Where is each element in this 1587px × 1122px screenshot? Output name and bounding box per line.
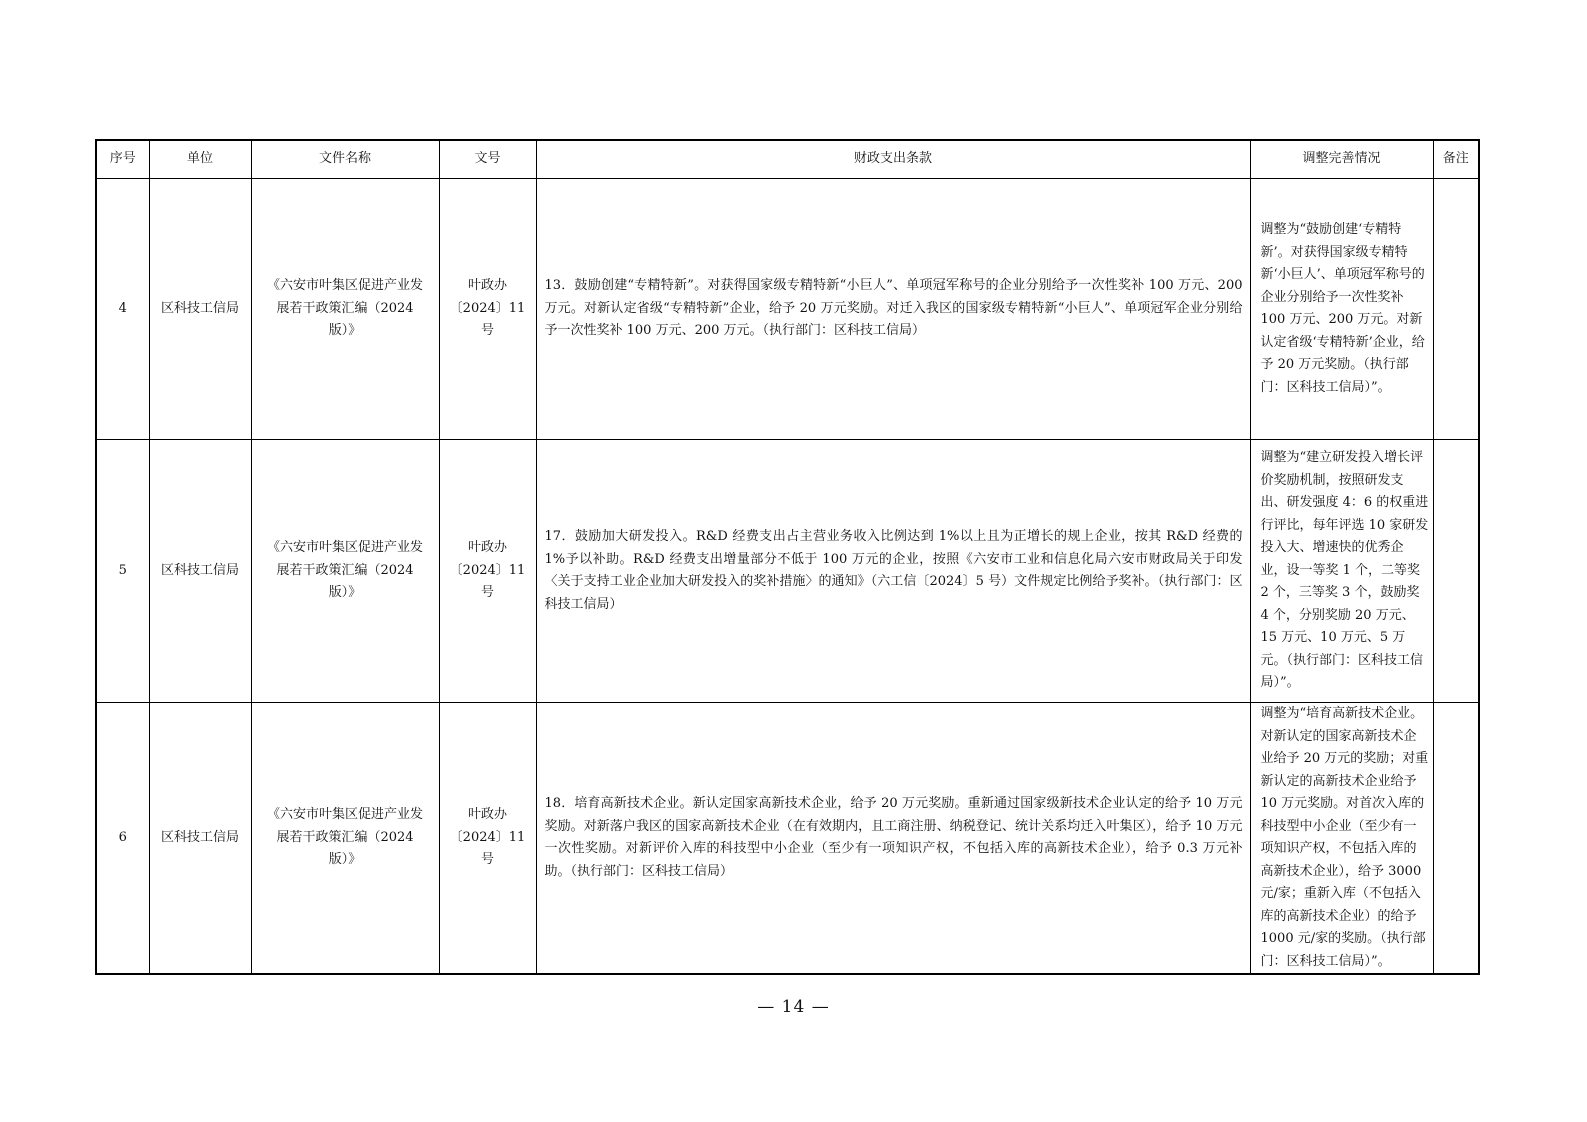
row-clause: 17．鼓励加大研发投入。R&D 经费支出占主营业务收入比例达到 1%以上且为正增长的规上企业，按其 R&D 经费的 1%予以补助。R&D 经费支出增量部分不低于 100 万元的企业，按照《六安市工业和信息化局六安市财政局关于印发〈关于支持工业企业加大研发投入的奖补措施〉的通知》（六工信〔2024〕5 号）文件规定比例给予奖补。（执行部门：区科技工信局） xyxy=(536,440,1250,703)
row-unit: 区科技工信局 xyxy=(149,440,251,703)
table-row xyxy=(96,703,1479,975)
page-number: — 14 — xyxy=(757,997,830,1017)
row-unit: 区科技工信局 xyxy=(149,179,251,440)
row-doc-name: 《六安市叶集区促进产业发展若干政策汇编（2024 版）》 xyxy=(251,703,439,975)
row-remark xyxy=(1433,179,1479,440)
policy-adjustment-table xyxy=(95,139,1480,975)
row-doc-no: 叶政办〔2024〕11 号 xyxy=(439,703,536,975)
table-row xyxy=(96,440,1479,703)
table-header-row xyxy=(96,140,1479,179)
header-remark: 备注 xyxy=(1433,140,1479,179)
row-adjustment: 调整为“鼓励创建‘专精特新’。对获得国家级专精特新‘小巨人’、单项冠军称号的企业分别给予一次性奖补 100 万元、200 万元。对新认定省级‘专精特新’企业，给予 20 万元奖励。（执行部门：区科技工信局）”。 xyxy=(1250,179,1433,440)
row-adjustment: 调整为“培育高新技术企业。对新认定的国家高新技术企业给予 20 万元的奖励；对重新认定的高新技术企业给予 10 万元奖励。对首次入库的科技型中小企业（至少有一项知识产权，不包括入库的高新技术企业），给予 3000 元/家；重新入库（不包括入库的高新技术企业）的给予 1000 元/家的奖励。（执行部门：区科技工信局）”。 xyxy=(1250,703,1433,975)
row-doc-no: 叶政办〔2024〕11 号 xyxy=(439,179,536,440)
row-unit: 区科技工信局 xyxy=(149,703,251,975)
header-unit: 单位 xyxy=(149,140,251,179)
header-index: 序号 xyxy=(96,140,149,179)
row-doc-name: 《六安市叶集区促进产业发展若干政策汇编（2024 版）》 xyxy=(251,179,439,440)
row-index: 4 xyxy=(96,179,149,440)
row-doc-no: 叶政办〔2024〕11 号 xyxy=(439,440,536,703)
row-adjustment: 调整为“建立研发投入增长评价奖励机制，按照研发支出、研发强度 4：6 的权重进行评比，每年评选 10 家研发投入大、增速快的优秀企业，设一等奖 1 个，二等奖 2 个，三等奖 3 个，鼓励奖 4 个，分别奖励 20 万元、15 万元、10 万元、5 万元。（执行部门：区科技工信局）”。 xyxy=(1250,440,1433,703)
row-clause: 18．培育高新技术企业。新认定国家高新技术企业，给予 20 万元奖励。重新通过国家级新技术企业认定的给予 10 万元奖励。对新落户我区的国家高新技术企业（在有效期内，且工商注册、纳税登记、统计关系均迁入叶集区），给予 10 万元一次性奖励。对新评价入库的科技型中小企业（至少有一项知识产权，不包括入库的高新技术企业），给予 0.3 万元补助。（执行部门：区科技工信局） xyxy=(536,703,1250,975)
row-index: 6 xyxy=(96,703,149,975)
row-remark xyxy=(1433,440,1479,703)
header-doc-no: 文号 xyxy=(439,140,536,179)
row-doc-name: 《六安市叶集区促进产业发展若干政策汇编（2024 版）》 xyxy=(251,440,439,703)
row-index: 5 xyxy=(96,440,149,703)
header-clause: 财政支出条款 xyxy=(536,140,1250,179)
header-doc-name: 文件名称 xyxy=(251,140,439,179)
row-remark xyxy=(1433,703,1479,975)
row-clause: 13．鼓励创建“专精特新”。对获得国家级专精特新“小巨人”、单项冠军称号的企业分别给予一次性奖补 100 万元、200 万元。对新认定省级“专精特新”企业，给予 20 万元奖励。对迁入我区的国家级专精特新“小巨人”、单项冠军企业分别给予一次性奖补 100 万元、200 万元。（执行部门：区科技工信局） xyxy=(536,179,1250,440)
header-adjustment: 调整完善情况 xyxy=(1250,140,1433,179)
table-row xyxy=(96,179,1479,440)
